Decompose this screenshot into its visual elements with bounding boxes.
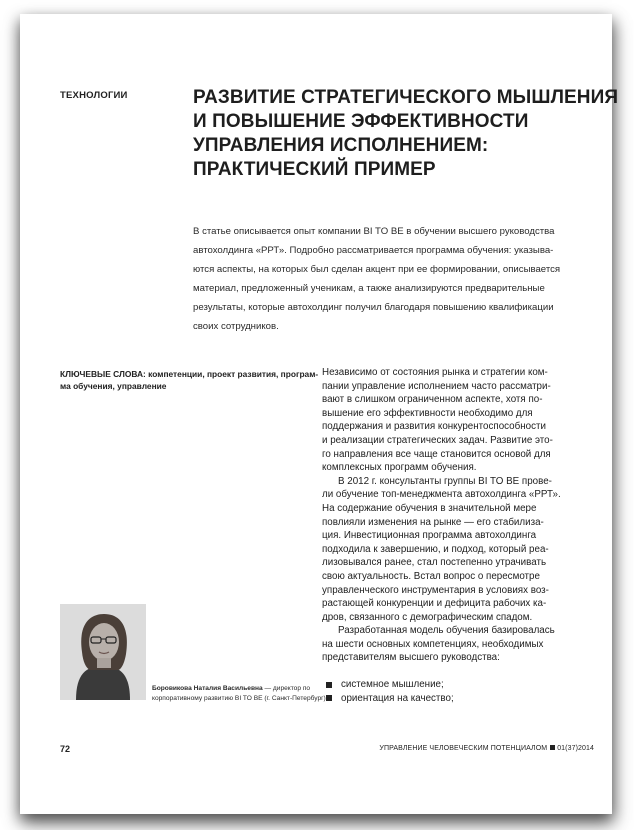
author-caption bbox=[152, 684, 326, 704]
bullet-square-icon bbox=[326, 695, 332, 701]
body-line: повлияли изменения на рынке — его стабилиза- bbox=[322, 516, 544, 528]
abstract-line: ются аспекты, на которых был сделан акцент при ее формировании, описывается bbox=[193, 264, 561, 275]
author-name: Боровикова Наталия Васильевна bbox=[152, 685, 263, 692]
abstract-line: материал, предложенный ученикам, а также анализируются предварительные bbox=[193, 283, 545, 294]
body-line: и реализации стратегических задач. Развитие это- bbox=[322, 434, 553, 446]
body-line: дров, связанного с демографическим спадом. bbox=[322, 611, 533, 623]
abstract-line: результаты, которые автохолдинг получил благодаря повышению квалификации bbox=[193, 302, 554, 313]
body-line: Независимо от состояния рынка и стратегии ком- bbox=[322, 367, 548, 378]
list-item bbox=[322, 692, 574, 706]
list-item-text: ориентация на качество; bbox=[341, 692, 454, 704]
author-role-line: корпоративному развитию BI TO BE (г. Санкт-Петербург) bbox=[152, 695, 326, 702]
abstract-line: В статье описывается опыт компании BI TO BE в обучении высшего руководства bbox=[193, 226, 555, 237]
abstract-line: автохолдинга «РРТ». Подробно рассматривается программа обучения: указыва- bbox=[193, 245, 554, 256]
abstract bbox=[193, 222, 573, 336]
body-line: лизовывался ранее, стал постепенно утрачивать bbox=[322, 557, 547, 569]
bullet-square-icon bbox=[326, 682, 332, 688]
page-number: 72 bbox=[60, 744, 71, 754]
author-portrait-image bbox=[60, 604, 146, 700]
body-line: Разработанная модель обучения базировалась bbox=[338, 625, 555, 637]
separator-square-icon bbox=[550, 745, 555, 750]
competency-list bbox=[322, 678, 574, 705]
title-line: УПРАВЛЕНИЯ ИСПОЛНЕНИЕМ: bbox=[193, 135, 489, 156]
journal-footer bbox=[379, 745, 594, 752]
body-line: представителям высшего руководства: bbox=[322, 652, 500, 664]
body-line: управленческого инструментария в условиях воз- bbox=[322, 584, 549, 596]
article-title bbox=[193, 86, 619, 182]
body-line: свою актуальность. Встал вопрос о пересмотре bbox=[322, 570, 540, 582]
keywords-line: КЛЮЧЕВЫЕ СЛОВА: компетенции, проект развития, програм- bbox=[60, 369, 319, 379]
list-item bbox=[322, 678, 574, 692]
author-photo bbox=[60, 604, 146, 700]
body-line: подходила к завершению, и подход, который реа- bbox=[322, 543, 549, 555]
article-body bbox=[322, 366, 574, 665]
body-line: вышение его эффективности необходимо для bbox=[322, 407, 533, 419]
author-role: — директор по bbox=[262, 685, 311, 692]
body-line: ция. Инвестиционная программа автохолдинга bbox=[322, 530, 537, 542]
body-line: вают в слишком ограниченном аспекте, хотя по- bbox=[322, 394, 543, 406]
body-line: растающей конкуренции и дефицита рабочих ка- bbox=[322, 598, 547, 610]
journal-name: УПРАВЛЕНИЕ ЧЕЛОВЕЧЕСКИМ ПОТЕНЦИАЛОМ bbox=[379, 745, 548, 752]
title-line: РАЗВИТИЕ СТРАТЕГИЧЕСКОГО МЫШЛЕНИЯ bbox=[193, 87, 619, 108]
keywords-line: ма обучения, управление bbox=[60, 381, 167, 391]
body-line: комплексных программ обучения. bbox=[322, 462, 477, 474]
caption-line bbox=[152, 684, 322, 694]
body-line: На содержание обучения в значительной мере bbox=[322, 502, 537, 514]
body-line: пании управление исполнением часто рассматри- bbox=[322, 380, 551, 392]
abstract-line: своих сотрудников. bbox=[193, 321, 279, 332]
keywords bbox=[60, 368, 319, 392]
list-item-text: системное мышление; bbox=[341, 679, 444, 690]
body-line: на шести основных компетенциях, необходимых bbox=[322, 638, 544, 650]
body-line: поддержания и развития конкурентоспособности bbox=[322, 421, 546, 433]
body-line: В 2012 г. консультанты группы BI TO BE прове- bbox=[338, 475, 552, 487]
section-label: ТЕХНОЛОГИИ bbox=[60, 90, 128, 101]
title-line: ПРАКТИЧЕСКИЙ ПРИМЕР bbox=[193, 159, 436, 180]
title-line: И ПОВЫШЕНИЕ ЭФФЕКТИВНОСТИ bbox=[193, 111, 529, 132]
body-line: го направления все чаще становится основой для bbox=[322, 448, 551, 460]
body-line: ли обучение топ-менеджмента автохолдинга «РРТ». bbox=[322, 489, 561, 501]
journal-issue: 01(37)2014 bbox=[557, 745, 594, 752]
